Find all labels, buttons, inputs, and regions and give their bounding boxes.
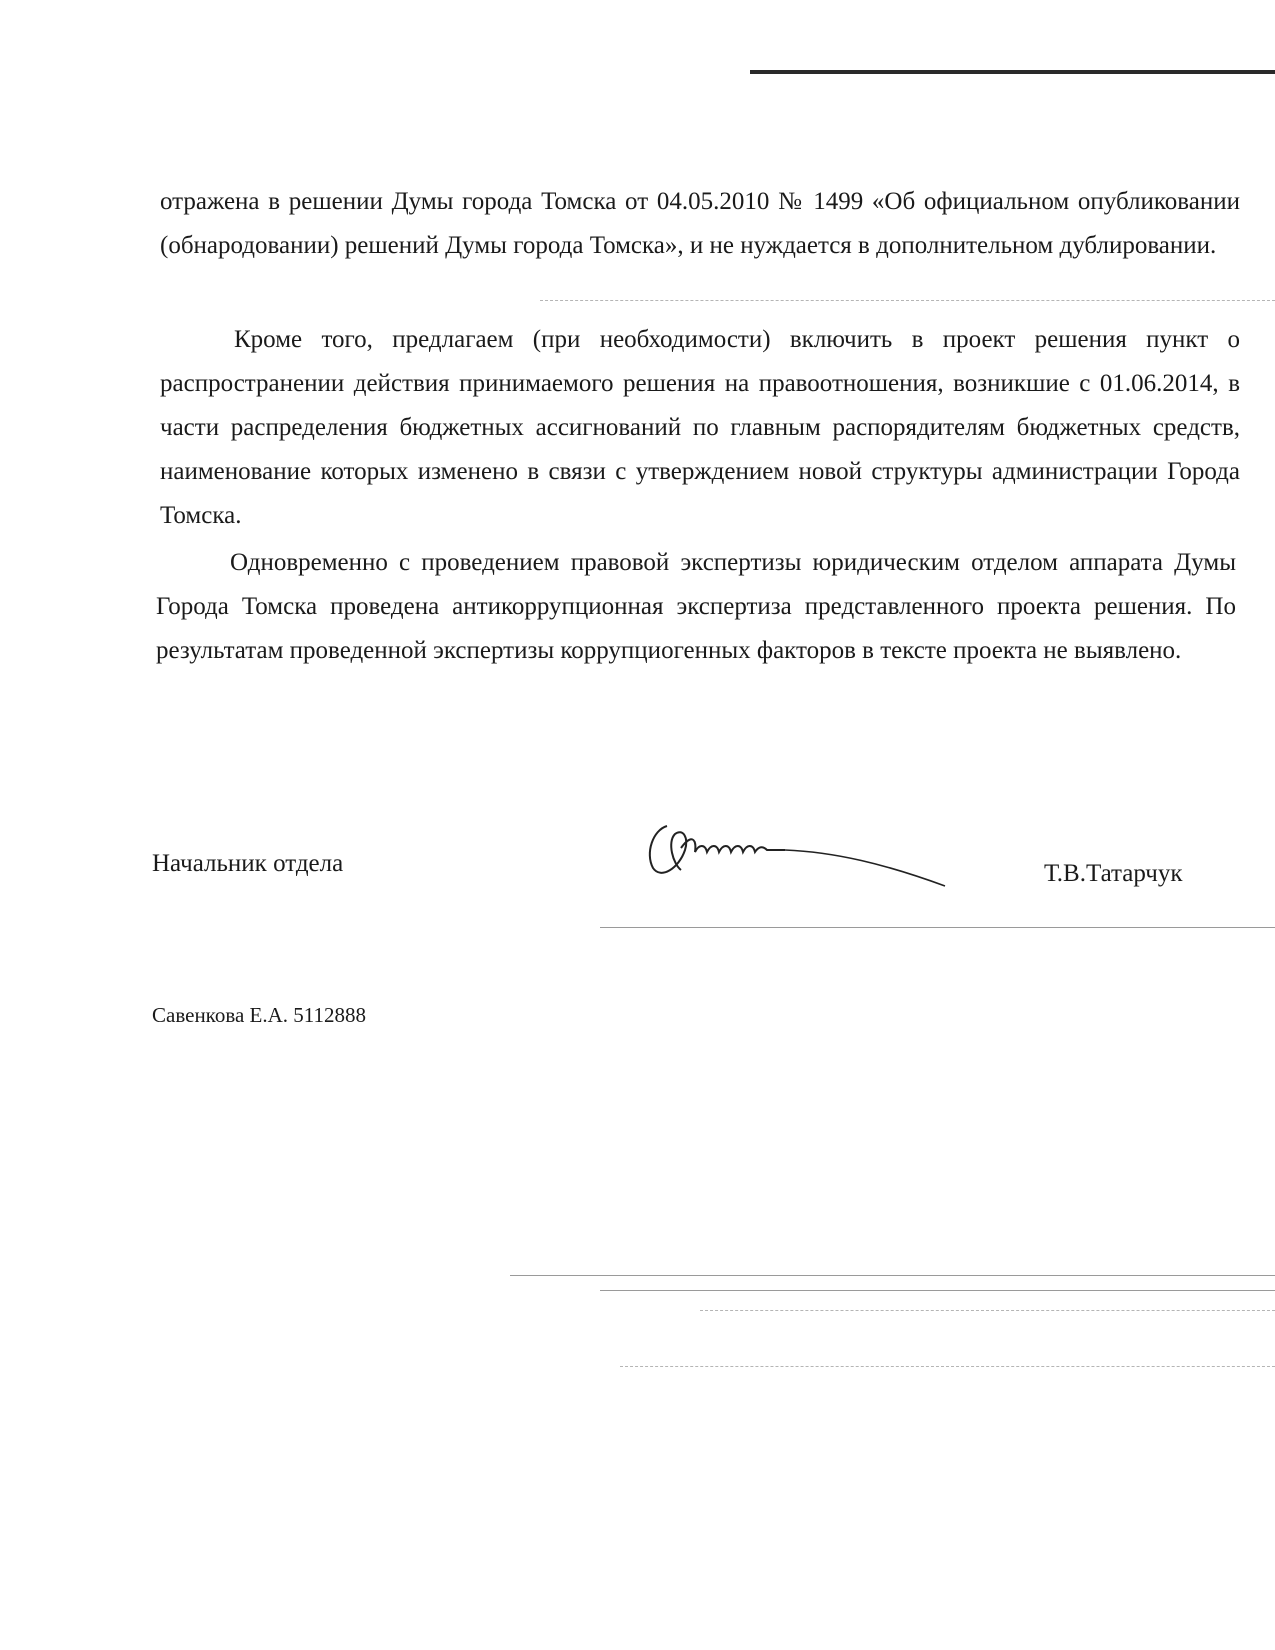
scan-line-bottom-4 [620, 1366, 1275, 1367]
scan-line-mid [540, 300, 1275, 301]
signer-position: Начальник отдела [152, 850, 344, 877]
scan-line-bottom-2 [600, 1290, 1275, 1291]
paragraph-2: Кроме того, предлагаем (при необходимости) включить в проект решения пункт о распространении действия принимаемого решения на правоотношения, возникшие с 01.06.2014, в части распределения бюджетных ассигнований по главным распорядителям бюджетных средств, наименование которых изменено в связи с утверждением новой структуры администрации Города Томска. [160, 326, 1240, 529]
scan-line-top [750, 70, 1275, 74]
paragraph-3: Одновременно с проведением правовой экспертизы юридическим отделом аппарата Думы Города Томска проведена антикоррупционная экспертиза представленного проекта решения. По результатам проведенной экспертизы коррупциогенных факторов в тексте проекта не выявлено. [156, 549, 1236, 664]
contact-info: Савенкова Е.А. 5112888 [152, 1003, 366, 1027]
scan-line-bottom-1 [510, 1275, 1275, 1276]
scan-line-bottom-3 [700, 1310, 1275, 1311]
paragraph-1: отражена в решении Думы города Томска от 04.05.2010 № 1499 «Об официальном опубликовании (обнародовании) решений Думы города Томска», и не нуждается в дополнительном дублировании. [160, 188, 1240, 259]
scan-line-sig [600, 927, 1275, 928]
handwritten-signature [645, 808, 985, 898]
signer-name: Т.В.Татарчук [1044, 860, 1183, 887]
